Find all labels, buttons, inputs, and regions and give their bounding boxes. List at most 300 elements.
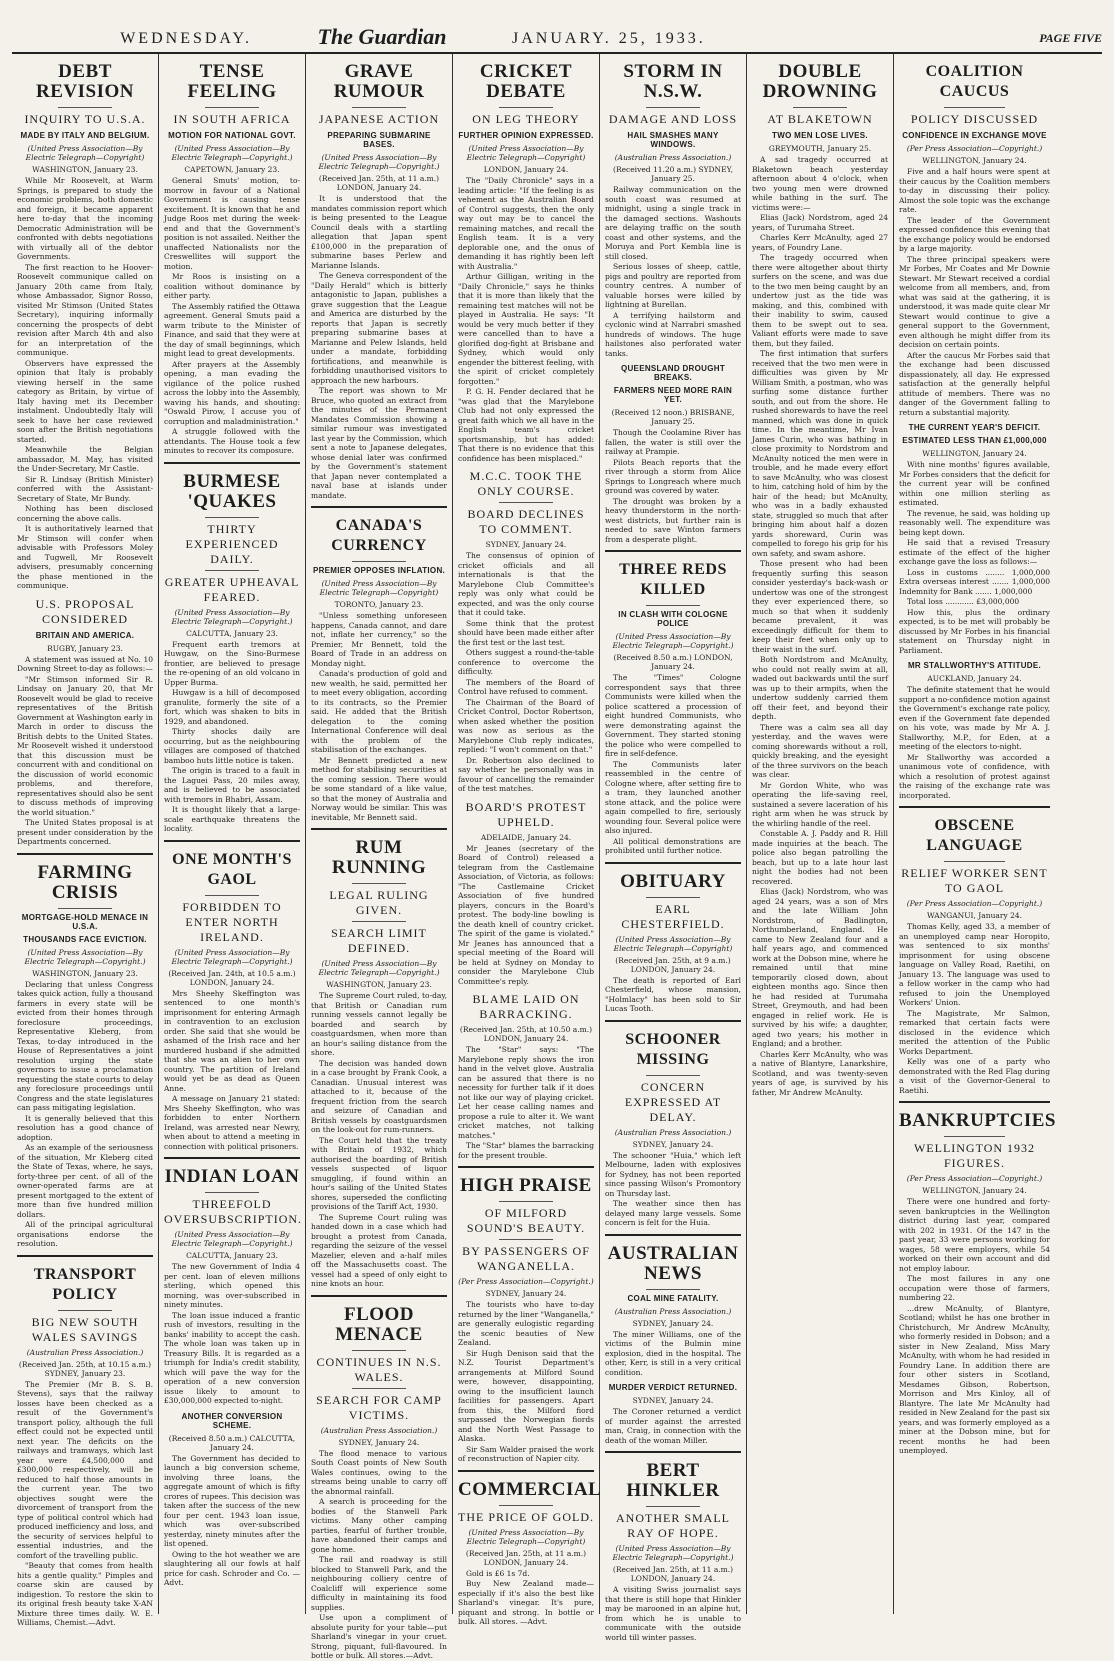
- headline-rule: [499, 1505, 553, 1506]
- article-deck: MOTION FOR NATIONAL GOVT.: [168, 131, 296, 140]
- article-subhead: BIG NEW SOUTH WALES SAVINGS: [31, 1314, 139, 1344]
- article-paragraph: The "Star" says: "The Marylebone reply shows the iron hand in the velvet glove. Australia can be assured that there is no necessity for further talk if it does not like our way of playing cricket. Let her cease calling names and propose a rule to alter it. We want cricket matches, not talking matches.": [458, 1045, 594, 1140]
- article-paragraph: The death is reported of Earl Chesterfield, whose mansion, "Holmlacy" has been sold to Sir Lucas Tooth.: [605, 975, 741, 1013]
- article: [899, 806, 1050, 1095]
- article-paragraph: Meanwhile the Belgian ambassador, M. May, has visited the Under-Secretary, Mr Castle.: [17, 445, 153, 473]
- headline-rule: [646, 605, 700, 606]
- article-paragraph: Five and a half hours were spent at their caucus by the Coalition members to-day in discussing their policy. Almost the sole topic was the exchange rate.: [899, 167, 1050, 214]
- article-paragraph: The Magistrate, Mr Salmon, remarked that certain facts were disclosed in the evidence which merited the attention of the Public Works Department.: [899, 1008, 1050, 1056]
- article-dateline: (Received Jan. 24th, at 10.5 a.m.) LONDON, January 24.: [168, 968, 296, 987]
- headline-rule: [944, 1136, 1004, 1137]
- headline-rule: [646, 897, 700, 898]
- article-paragraph: The first intimation that surfers received that the two men were in difficulties was given by Mr William Smith, a postman, who was surfing some distance further south, and out from the shore. He rushed shorewards to have the reel manned, which was done in quick time. In the meantime, Mr Ivan James Curin, who was bathing in close proximity to Nordstrom and McAnulty noticed the men were in trouble, and he made every effort to save McAnulty, who was closest to him, catching hold of him by the hair of the head; but McAnulty, who was in a badly exhausted state, struggled so much that after bringing him about half a dozen yards shoreward, Curin was compelled to forego his grip for his own safety, and swam ashore.: [752, 349, 888, 558]
- article-paragraph: The Premier (Mr B. S. B. Stevens), says that the railway losses have been checked as a result of the Government's transport policy, although the full effect could not be expected until next year. The deficits on the railways and tramways, which last year were £4,500,000 and £300,000 respectively, will be reduced to half those amounts in the current year. The two objectives sought were the divorcement of transport from the type of political control which had produced inefficiency and loss, and the security of services helpful to essential industries, and the comfort of the travelling public.: [17, 1379, 153, 1560]
- article-dateline: (Received Jan. 25th, at 11 a.m.) LONDON, January 24.: [318, 174, 440, 192]
- article-dateline: CALCUTTA, January 23.: [186, 1251, 278, 1260]
- article-subhead: BOARD'S PROTEST UPHELD.: [465, 799, 587, 829]
- article-paragraph: All of the principal agricultural organisations endorse the resolution.: [17, 1220, 153, 1248]
- article-paragraph: It is generally believed that this resolution has a good chance of adoption.: [17, 1113, 153, 1142]
- article-paragraph: Arthur Gilligan, writing in the "Daily Chronicle," says he thinks that it is more than likely that the remaining test matches will not be played in Australia. He says: "It would be very much better if they were cancelled than to have a glorified dog-fight at Brisbane and Sydney, which would only engender the bitterest feeling, with the spirit of cricket completely forgotten.": [458, 272, 594, 386]
- wire-credit: (United Press Association—By Electric Telegraph—Copyright.): [612, 632, 734, 650]
- section-divider: [311, 828, 447, 830]
- wire-credit: (Australian Press Association.): [614, 1127, 732, 1137]
- article-paragraph: The weather since then has delayed many large vessels. Some concern is felt for the Huia.: [605, 1199, 741, 1227]
- article-paragraph: The first reaction to he Hoover-Roosevelt communique called on January 20th came from Italy, whose Ambassador, Signor Rosso, visited Mr Stimson (United States Secretary), inquiring informally concerning the prospects of debt revision after March 4th and also for an interpretation of the communique.: [17, 262, 153, 357]
- article: [458, 469, 594, 794]
- article-paragraph: The consensus of opinion of cricket officials and all internationals is that the Marylebone Club Committee's reply was only what could be expected, and was the only course that it could take.: [458, 551, 594, 617]
- section-divider: [605, 1234, 741, 1236]
- article-paragraph: Kelly was one of a party who demonstrated with the Red Flag during a visit of the Governor-General to Raetihi.: [899, 1057, 1050, 1095]
- article-paragraph: "Mr Stimson informed Sir R. Lindsay on January 20, that Mr Roosevelt would be glad to receive representatives of the British Government at Washington early in March in order to discuss the British debts to the United States. Mr Roosevelt wished it understood that this discussion must be concurrent with and conditional on the discussion of world economic problems, and therefore, representatives should also be sent to discuss methods of improving the world situation.": [17, 674, 153, 817]
- article-paragraph: While Mr Roosevelt, at Warm Springs, is prepared to study the economic problems, both domestic and foreign, it became apparent here to-day that the incoming Democratic Administration will be confronted with debts negotiations with virtually all of the debtor Governments.: [17, 176, 153, 261]
- article-paragraph: The schooner "Huia," which left Melbourne, laden with explosives for Sydney, has not been reported since passing Wilson's Promontory on Thursday last.: [605, 1150, 741, 1198]
- article-dateline: ADELAIDE, January 24.: [480, 832, 572, 842]
- article-deck: BRITAIN AND AMERICA.: [35, 630, 135, 640]
- article-headline: BANKRUPTCIES: [899, 1110, 1056, 1131]
- article: [458, 62, 594, 463]
- article-paragraph: A message on January 21 stated: Mrs Sheehy Skeffington, who was forbidden to enter Northern Ireland, was arrested near Newry, when about to attend a meeting in connection with political prisoners.: [164, 1094, 300, 1151]
- wire-credit: (United Press Association—By Electric Telegraph—Copyright.): [171, 947, 293, 966]
- article: [164, 62, 300, 456]
- article-dateline: WELLINGTON, January 24.: [922, 449, 1027, 458]
- wire-credit: (United Press Association—By Electric Telegraph—Copyright.): [318, 153, 440, 171]
- article-deck: QUEENSLAND DROUGHT BREAKS.: [620, 364, 726, 382]
- article: [605, 550, 741, 856]
- article-headline: OBSCENE LANGUAGE: [926, 817, 1023, 854]
- article-paragraph: The Supreme Court ruling was handed down in a case which had brought a protest from Canada, regarding the seizure of the vessel Mazelier, eleven and a-half miles off the Massachusetts coast. The vessel had a speed of only eight to nine knots an hour.: [311, 1212, 447, 1288]
- article-subhead: POLICY DISCUSSED: [910, 112, 1039, 126]
- article-paragraph: The miner Williams, one of the victims of the Bulmin mine explosion, died in the hospital. The other, Kerr, is still in a very critical condition.: [605, 1329, 741, 1377]
- article: [311, 1295, 447, 1661]
- article-paragraph: The tragedy occurred when there were altogether about thirty surfers on the scene, and was due to the two men being caught by an undertow just as the tide was making, and this, combined with their inability to swim, caused them to be swept out to sea. Valiant efforts were made to save them, but they failed.: [752, 253, 888, 348]
- article: [164, 1157, 303, 1406]
- article-subhead: IN SOUTH AFRICA: [173, 112, 291, 126]
- headline-rule: [646, 107, 700, 108]
- article-paragraph: The Chairman of the Board of Cricket Control, Doctor Robertson, when asked whether the position was now as serious as the Marylebone Club reply indicates, replied: "I won't comment on that.": [458, 697, 594, 754]
- headline-rule: [352, 561, 406, 562]
- article-dateline: (Received 12 noon.) BRISBANE, January 25.: [611, 408, 735, 426]
- article-paragraph: The revenue, he said, was holding up reasonably well. The expenditure was being kept down.: [899, 508, 1050, 537]
- wire-credit: (Australian Press Association.): [320, 1425, 438, 1435]
- article-dateline: (Received Jan. 25th, at 10.50 a.m.) LONDON, January 24.: [459, 1025, 593, 1043]
- article: [164, 840, 300, 1152]
- article-paragraph: The "Daily Chronicle" says in a leading article: "If the feeling is as vehement as the Australian Board of Control suggests, then the only way out may be to cancel the remaining matches, and recall the English team. It is a very deplorable one, and the onus of demanding it has rightly been left with Australia.": [458, 176, 594, 271]
- article-dateline: (Received 8.50 a.m.) LONDON, January 24.: [613, 653, 733, 671]
- headline-rule: [205, 1192, 259, 1193]
- subhead-rule: [499, 502, 553, 503]
- article-subhead: THREEFOLD OVERSUBSCRIPTION.: [164, 1197, 303, 1226]
- column-4: [453, 54, 602, 1626]
- article: [605, 1383, 741, 1445]
- headline-rule: [58, 1310, 112, 1311]
- article-paragraph: Declaring that unless Congress takes quick action, fully a thousand farmers in every state will be evicted from their homes through foreclosure proceedings, Representative Kleberg, from Texas, to-day introduced in the House of Representatives a joint resolution urging the state governors to issue a proclamation requesting the state courts to delay any foreclosure proceedings until Congress and the state legislatures can pass mitigating legislation.: [17, 979, 153, 1112]
- wire-credit: (United Press Association—By Electric Telegraph—Copyright.): [612, 1544, 734, 1562]
- headline-rule: [205, 107, 259, 108]
- masthead: [12, 6, 1102, 54]
- section-divider: [458, 1470, 594, 1472]
- article-paragraph: Both Nordstrom and McAnulty, who could not really swim at all, waded out backwards until the surf was up to their armpits, when the undertow suddenly carried them off their feet, and beyond their depth.: [752, 655, 888, 721]
- subhead-rule: [205, 570, 259, 571]
- section-divider: [17, 853, 153, 855]
- article: [899, 423, 1050, 655]
- article-deck: MURDER VERDICT RETURNED.: [608, 1383, 738, 1392]
- wire-credit: (United Press Association—By Electric Telegraph—Copyright.): [24, 947, 146, 966]
- article-dateline: (Received 11.20 a.m.) SYDNEY, January 25.: [613, 165, 733, 183]
- headline-rule: [499, 1201, 553, 1202]
- headline-rule: [352, 1350, 406, 1351]
- article: [458, 800, 594, 987]
- masthead-title: The Guardian: [317, 24, 447, 49]
- article: [605, 364, 741, 544]
- article-paragraph: The drought was broken by a heavy thunderstorm in the north-west districts, but further rain is needed to save Winton farmers from a desperate plight.: [605, 496, 741, 544]
- article: [458, 992, 594, 1160]
- article-subhead: OF MILFORD SOUND'S BEAUTY.: [466, 1206, 586, 1235]
- article-subhead-secondary: SEARCH LIMIT DEFINED.: [331, 926, 427, 955]
- column-2: [159, 54, 306, 1614]
- article-subhead-secondary: GREATER UPHEAVAL FEARED.: [164, 574, 300, 604]
- article: [311, 828, 447, 1289]
- article-paragraph: Gold is £6 1s 7d.: [466, 1568, 530, 1578]
- article-subhead: THE PRICE OF GOLD.: [458, 1509, 595, 1524]
- article-paragraph: Thirty shocks daily are occurring, but as the neighbouring villages are composed of thatched bamboo huts little notice is taken.: [164, 727, 300, 765]
- article-paragraph: The members of the Board of Control have refused to comment.: [458, 677, 594, 696]
- article-paragraph: There was a calm sea all day yesterday, and the waves were coming shorewards without a roll, quickly breaking, and the eyesight of the three survivors on the beach was clear.: [752, 722, 888, 779]
- article: [311, 506, 447, 822]
- article-subhead-secondary: BY PASSENGERS OF WANGANELLA.: [462, 1244, 590, 1273]
- article-dateline: TORONTO, January 23.: [334, 600, 424, 609]
- article-headline: CANADA'S CURRENCY: [331, 517, 427, 554]
- article-headline: COMMERCIAL: [458, 1478, 602, 1500]
- article-deck: PREPARING SUBMARINE BASES.: [327, 131, 431, 149]
- article-paragraph: A sad tragedy occurred at Blaketown beach yesterday afternoon about 4 o'clock, when two young men were drowned while bathing in the surf. The victims were:—: [752, 155, 888, 212]
- article-dateline: (Received Jan. 25th, at 9 a.m.) LONDON, January 24.: [615, 955, 731, 974]
- article-paragraph: All political demonstrations are prohibited until further notice.: [605, 836, 741, 855]
- article-paragraph: There were one hundred and forty-seven bankruptcies in the Wellington district during last year, compared with 202 in 1931. Of the 147 in the past year, 33 were persons working for wages, 58 were employers, while 54 worked on their own account and did not employ labour.: [899, 1197, 1050, 1273]
- article-subhead: ANOTHER SMALL RAY OF HOPE.: [616, 1511, 730, 1540]
- article-headline: ONE MONTH'S GAOL: [172, 850, 292, 888]
- article-dateline: WELLINGTON, January 24.: [922, 156, 1027, 165]
- article-subhead: WELLINGTON 1932 FIGURES.: [913, 1141, 1036, 1170]
- article-paragraph: Nothing has been disclosed concerning the above calls.: [17, 504, 153, 523]
- article-dateline: WELLINGTON, January 24.: [922, 1186, 1027, 1195]
- section-divider: [605, 862, 741, 864]
- article-subhead: THIRTY EXPERIENCED DAILY.: [185, 521, 279, 566]
- article-paragraph: The Supreme Court ruled, to-day, that British or Canadian rum running vessels cannot legally be boarded and search by coastguardsmen, when more than an hour's sailing distance from the shore.: [311, 991, 447, 1057]
- article: [605, 1451, 741, 1642]
- section-divider: [458, 1166, 594, 1168]
- article-headline: BERT HINKLER: [626, 1460, 720, 1501]
- article-paragraph: Pilots Beach reports that the river through a storm from Alice Springs to Longreach where much ground was covered by water.: [605, 457, 741, 495]
- column-7: [894, 54, 1055, 1614]
- article-paragraph: Total loss ............ £3,000,000: [907, 597, 1020, 606]
- article-paragraph: Use upon a compliment of absolute purity for your table—put Sharland's vinegar in your cruet. Strong, piquant, full-flavoured. In bottle or bulk. All stores.—Advt.: [311, 1613, 447, 1660]
- article-dateline: SYDNEY, January 24.: [338, 1437, 420, 1447]
- article-dateline: SYDNEY, January 24.: [632, 1396, 714, 1405]
- wire-credit: (Per Press Association—Copyright.): [906, 899, 1043, 908]
- article-deck: FURTHER OPINION EXPRESSED.: [458, 131, 594, 140]
- article-paragraph: Charles Kerr McAnulty, aged 27 years, of Foundry Lane.: [752, 233, 888, 252]
- article-paragraph: The loan issue induced a frantic rush of investors, resulting in the banks' inability to accept the cash. The whole loan was taken up in Treasury Bills. It is regarded as a triumph for India's credit stability, which will pave the way for the operation of a new conversion issue likely to amount to £30,000,000 expected to-night.: [164, 1310, 300, 1405]
- article-paragraph: As an example of the seriousness of the situation, Mr Kleberg cited the State of Texas, where, he says, forty-three per cent. of all of the owner-operated farms are at present mortgaged to the extent of more than five hundred million dollars.: [17, 1143, 153, 1219]
- article-paragraph: A statement was issued at No. 10 Downing Street to-day as follows:—: [17, 654, 153, 673]
- article: [17, 597, 153, 847]
- article-paragraph: Sir R. Lindsay (British Minister) conferred with the Assistant-Secretary of State, Mr Bundy.: [17, 474, 153, 503]
- headline-rule: [58, 107, 112, 108]
- section-divider: [311, 1295, 447, 1297]
- article-paragraph: Owing to the hot weather we are slaughtering all our fowls at half price for cash. Schroder and Co. —Advt.: [164, 1549, 300, 1587]
- section-divider: [605, 1020, 741, 1022]
- article-headline: INDIAN LOAN: [164, 1166, 300, 1187]
- article-paragraph: Mr Bennett predicted a new method for stabilising securities at the coming session. There would be some standard of a like value, so that the money of Australia and Norway would be similar. This was inevitable, Mr Bennett said.: [311, 755, 447, 822]
- article-paragraph: The tourists who have to-day returned by the liner "Wanganella," are generally eulogistic regarding the scenic beauties of New Zealand.: [458, 1300, 594, 1347]
- wire-credit: (United Press Association—By Electric Telegraph—Copyright): [25, 144, 145, 162]
- wire-credit: (Per Press Association—Copyright.): [458, 1277, 594, 1286]
- article: [605, 62, 741, 358]
- article: [899, 661, 1050, 800]
- section-divider: [605, 1451, 741, 1453]
- article-paragraph: "Beauty that comes from health hits a gentle quality." Pimples and coarse skin are caused by indigestion. To restore the skin to its original fresh beauty take X-AN Mixture three times daily. W. E. Williams, Chemist.—Advt.: [17, 1561, 153, 1627]
- article-paragraph: Buy New Zealand made—especially if it's also the best like Sharland's vinegar. It's pure, piquant and strong. In bottle or bulk. All stores. —Advt.: [458, 1579, 594, 1626]
- article-paragraph: Huwgaw is a hill of decomposed granulite, formerly the site of a fort, which was shaken to bits in 1929, and abandoned.: [164, 688, 300, 726]
- article-paragraph: The report was shown to Mr Bruce, who quoted an extract from the minutes of the Permanent Mandates Commission showing a similar rumour was investigated last year by the Commission, which sent a note to Japanese delegates, whose denial later was confirmed by the Government's statement that Japan never contemplated a naval base at islands under mandate.: [311, 386, 447, 500]
- article-headline: AUSTRALIAN NEWS: [607, 1242, 739, 1284]
- article-paragraph: The new Government of India 4 per cent. loan of eleven millions sterling, which opened this morning, was over-subscribed in ninety minutes.: [164, 1262, 300, 1309]
- article-dateline: (Received 8.50 a.m.) CALCUTTA, January 24.: [168, 1433, 296, 1452]
- wire-credit: (United Press Association—By Electric Telegraph—Copyright): [319, 579, 439, 597]
- section-divider: [164, 462, 300, 464]
- article-paragraph: The most failures in any one occupation were those of farmers, numbering 22.: [899, 1274, 1050, 1302]
- article-paragraph: The flood menace to various South Coast points of New South Wales continues, owing to the streams being unable to carry off the abnormal rainfall.: [311, 1448, 447, 1496]
- article-dateline: (Received Jan. 25th, at 10.15 a.m.) SYDNEY, January 23.: [18, 1359, 152, 1378]
- article: [17, 1255, 153, 1628]
- article-subhead: LEGAL RULING GIVEN.: [329, 888, 429, 917]
- article-subhead-secondary: SEARCH FOR CAMP VICTIMS.: [316, 1392, 442, 1422]
- article-deck: IN CLASH WITH COLOGNE POLICE: [618, 610, 728, 628]
- section-divider: [164, 1157, 300, 1159]
- article-paragraph: Dr. Robertson also declined to say whether he personally was in favour of cancelling the remainder of the test matches.: [458, 755, 594, 793]
- article-subhead: AT BLAKETOWN: [767, 112, 873, 126]
- article-paragraph: The Assembly ratified the Ottawa agreement. General Smuts paid a warm tribute to the Minister of Finance, and said that they were at the day of small beginnings, which might lead to great developments.: [164, 301, 300, 358]
- article-dateline: SYDNEY, January 24.: [632, 1139, 714, 1149]
- headline-rule: [499, 107, 553, 108]
- article-paragraph: It is thought likely that a large-scale earthquake threatens the locality.: [164, 805, 300, 833]
- article-paragraph: Railway communication on the south coast was resumed at midnight, using a single track in the damaged sections. Washouts are delaying traffic on the south coast and other systems, and the Moruya and Port Kembla line is still closed.: [605, 185, 741, 261]
- wire-credit: (Australian Press Association.): [614, 153, 732, 162]
- masthead-date: JANUARY. 25, 1933.: [512, 30, 706, 47]
- headline-rule: [205, 895, 259, 896]
- article-subhead: RELIEF WORKER SENT TO GAOL: [901, 866, 1048, 895]
- article-paragraph: The decision was handed down in a case brought by Frank Cook, a Canadian. Unusual interest was attached to it, because of the frequent friction from the search and seizure of Canadian and British vessels by coastguardsmen on the look-out for rum-runners.: [311, 1058, 447, 1134]
- article-paragraph: The Communists later reassembled in the centre of Cologne where, after setting fire to a tram, they launched another stone attack, and the police were again compelled to fire, seriously wounding four. Several police were also injured.: [605, 759, 741, 835]
- article-paragraph: The Government has decided to launch a big conversion scheme, involving three loans, the aggregate amount of which is fifty crores of rupees. This decision was taken after the success of the new four per cent. 1943 loan issue, which was over-subscribed yesterday, ninety minutes after the list opened.: [164, 1453, 300, 1548]
- subhead-rule: [352, 1388, 406, 1389]
- article: [899, 62, 1050, 417]
- article: [17, 853, 153, 1249]
- column-6: [747, 54, 894, 1614]
- article-dateline: WASHINGTON, January 23.: [326, 980, 432, 989]
- subhead-rule: [352, 921, 406, 922]
- article-headline: TRANSPORT POLICY: [33, 1265, 137, 1303]
- article-headline: FLOOD MENACE: [335, 1303, 423, 1345]
- article-paragraph: Serious losses of sheep, cattle, pigs and poultry are reported from country centres. A number of valuable horses were killed by lightning at Burellan.: [605, 262, 741, 309]
- headline-rule: [646, 1289, 700, 1290]
- wire-credit: (United Press Association—By Electric Telegraph—Copyright.): [171, 607, 293, 626]
- article: [17, 62, 153, 591]
- masthead-page-number: PAGE FIVE: [1039, 31, 1102, 45]
- article-paragraph: After prayers at the Assembly opening, a man evading the vigilance of the police rushed across the lobby into the Assembly, waving his hands, and shouting: "Oswald Pirow, I accuse you of corruption and maladministration.": [164, 359, 300, 426]
- article-headline: BURMESE 'QUAKES: [183, 470, 281, 512]
- article-paragraph: The United States proposal is at present under consideration by the Departments concerned.: [17, 818, 153, 846]
- article-dateline: LONDON, January 24.: [483, 165, 569, 174]
- article-deck: ANOTHER CONVERSION SCHEME.: [181, 1411, 283, 1430]
- article-headline: STORM IN N.S.W.: [623, 61, 723, 102]
- article: [752, 62, 888, 1097]
- article-paragraph: Charles Kerr McAnulty, who was a native of Blantyre, Lanarkshire, Scotland, and was twenty-seven years of age, is survived by his father, Mr Andrew McAnulty.: [752, 1049, 888, 1097]
- article-dateline: SYDNEY, January 24.: [485, 540, 567, 549]
- article: [164, 1412, 300, 1588]
- article-paragraph: The "Star" blames the barracking for the present trouble.: [458, 1141, 594, 1160]
- article-paragraph: Constable A. J. Paddy and R. Hill made inquiries at the beach. The police also began patrolling the beach, but up to a late hour last night the bodies had not been recovered.: [752, 829, 888, 886]
- article-paragraph: A search is proceeding for the bodies of the Stanwell Park victims. Many other camping parties, fearful of further trouble, have abandoned their camps and gone home.: [311, 1497, 447, 1554]
- article-paragraph: The "Times" Cologne correspondent says that three Communists were killed when the police scattered a procession of eight hundred Communists, who were demonstrating against the Government. They started stoning the police who were compelled to fire in self-defence.: [605, 673, 741, 758]
- article-paragraph: The Geneva correspondent of the "Daily Herald" which is bitterly antagonistic to Japan, publishes a grave suggestion that the League and America are disturbed by the reports that Japan is secretly preparing submarine bases at Marianne and Pelew Islands, held under a mandate, forbidding fortifications, and meanwhile is forbidding unauthorised visitors to approach the new harbours.: [311, 271, 447, 385]
- article-subhead: M.C.C. TOOK THE ONLY COURSE.: [469, 469, 583, 498]
- article-paragraph: Observers have expressed the opinion that Italy is probably viewing herself in the same category as Britain, by virtue of Italy having met its December instalment. Undoubtedly Italy will seek to have her case reviewed soon after the British negotiations started.: [17, 358, 153, 444]
- article-subhead: CONCERN EXPRESSED AT DELAY.: [624, 1079, 722, 1124]
- wire-credit: (Australian Press Association.): [614, 1306, 732, 1316]
- article-headline: RUM RUNNING: [331, 837, 427, 878]
- wire-credit: (United Press Association—By Electric Telegraph—Copyright): [466, 144, 586, 162]
- article-headline: THREE REDS KILLED: [619, 561, 727, 598]
- article-paragraph: The leader of the Government expressed confidence this evening that the exchange policy would be endorsed by a large majority.: [899, 215, 1050, 253]
- article-dateline: SYDNEY, January 24.: [485, 1289, 567, 1298]
- headline-rule: [205, 517, 259, 518]
- article-dateline: CALCUTTA, January 23.: [186, 628, 278, 638]
- article-headline: DOUBLE DROWNING: [762, 61, 878, 102]
- wire-credit: (United Press Association—By Electric Telegraph—Copyright): [466, 1527, 586, 1546]
- section-divider: [311, 506, 447, 508]
- article-paragraph: Canada's production of gold and new wealth, he said, permitted her to meet every obligation, according to its contracts, so the Premier said. He added that the British delegation to the coming International Conference will deal with the problem of the stabilisation of the exchanges.: [311, 669, 447, 754]
- section-divider: [164, 840, 300, 842]
- article: [605, 1020, 741, 1228]
- article-paragraph: Those present who had been frequently surfing this season consider yesterday's back-wash or undertow was one of the strongest they ever experienced there, so much so that when it suddenly became prevalent, it was exceedingly difficult for them to keep their feet when only up to their waist in the surf.: [752, 559, 888, 654]
- article-headline: SCHOONER MISSING: [625, 1030, 721, 1068]
- article-paragraph: Others suggest a round-the-table conference to overcome the difficulty.: [458, 648, 594, 676]
- article-subhead: DAMAGE AND LOSS: [608, 112, 738, 126]
- article-deck: CONFIDENCE IN EXCHANGE MOVE: [902, 131, 1047, 140]
- article-paragraph: Mr Gordon White, who was operating the life-saving reel, sustained a severe laceration of his right arm when he was struck by the whirling handle of the reel.: [752, 780, 888, 828]
- article-subhead: CONTINUES IN N.S. WALES.: [316, 1354, 442, 1384]
- article-paragraph: "Unless something unforeseen happens, Canada cannot, and dare not, inflate her currency," so the Premier, Mr Bennett, told the Board of Trade in an address on Monday night.: [311, 611, 447, 668]
- article-paragraph: A visiting Swiss journalist says that there is still hope that Hinkler may be marooned in an alpine hut, from which he is unable to communicate with the outside world till winter passes.: [605, 1585, 741, 1642]
- article-paragraph: A terrifying hailstorm and cyclonic wind at Narrabri smashed hundreds of windows. The huge hailstones also perforated water tanks.: [605, 310, 741, 358]
- article-deck: MADE BY ITALY AND BELGIUM.: [20, 131, 150, 140]
- article-dateline: WANGANUI, January 24.: [926, 911, 1023, 920]
- article-deck: MORTGAGE-HOLD MENACE IN U.S.A.: [21, 912, 149, 931]
- article-subhead: U.S. PROPOSAL CONSIDERED: [35, 596, 135, 626]
- article-dateline: (Received Jan. 25th, at 11 a.m.) LONDON, January 24.: [612, 1565, 734, 1583]
- article-paragraph: Elias (Jack) Nordstrom, aged 24 years, of Turumaha Street.: [752, 213, 888, 232]
- article-subhead: BLAME LAID ON BARRACKING.: [472, 992, 580, 1021]
- headline-rule: [58, 908, 112, 909]
- article-paragraph: The Court held that the treaty with Britain of 1932, which authorised the boarding of British vessels suspected of liquor smuggling, if found within an hour's sailing of the United States shores, superseded the conflicting provisions of the Tariff Act, 1930.: [311, 1135, 447, 1211]
- article-dateline: CAPETOWN, January 23.: [184, 165, 280, 174]
- article-paragraph: Mr Stallworthy was accorded a unanimous vote of confidence, with which a resolution of protest against the raising of the exchange rate was incorporated.: [899, 752, 1050, 800]
- article-dateline: WASHINGTON, January 23.: [32, 165, 138, 174]
- article-paragraph: General Smuts' motion, to-morrow in favour of a National Government is causing tense excitement. It is known that he and Judge Roos met during the week-end and that the Government's position is not assailed. Neither the unaffected Nationalists nor the Creswellites will support the motion.: [164, 176, 300, 271]
- article-headline: COALITION CAUCUS: [925, 63, 1024, 100]
- columns-container: [12, 54, 1102, 1660]
- article-dateline: RUGBY, January 23.: [47, 643, 123, 653]
- section-divider: [899, 1101, 1050, 1103]
- article-paragraph: Sir Hugh Denison said that the N.Z. Tourist Department's arrangements at Milford Sound were, however, disappointing, owing to the insufficient launch facilities for passengers. Apart from this, the Milford fiord surpassed the Norwegian fiords and the North West Passage to Alaska.: [458, 1348, 594, 1443]
- article: [164, 462, 300, 834]
- subhead-rule: [499, 1239, 553, 1240]
- wire-credit: (Australian Press Association.): [26, 1347, 144, 1357]
- article: [605, 1234, 741, 1378]
- article-headline: HIGH PRAISE: [460, 1175, 592, 1196]
- article-dateline: WASHINGTON, January 23.: [32, 968, 138, 978]
- article-headline: GRAVE RUMOUR: [333, 61, 425, 102]
- article-paragraph: Mr Roos is insisting on a coalition without dominance by either party.: [164, 272, 300, 300]
- article-paragraph: It is understood that the mandates commission report which is being presented to the League Council deals with a startling allegation that Japan spent £100,000 in the preparation of submarine bases Perlew and Marianne Islands.: [311, 194, 447, 270]
- article-deck-secondary: THOUSANDS FACE EVICTION.: [23, 934, 147, 944]
- article-paragraph: Mrs Sheehy Skeffington was sentenced to one month's imprisonment for entering Armagh in contravention to an exclusion order. She said that she would be ashamed of the Irish race and her murdered husband if she admitted that she was an alien to her own country. The partition of Ireland would yet be as dead as Queen Anne.: [164, 988, 300, 1093]
- article-paragraph: The rail and roadway is still blocked to Stanwell Park, and the neighbouring colliery centre of Coalcliff will experience some difficulty in maintaining its food supplies.: [311, 1555, 447, 1612]
- section-divider: [899, 806, 1050, 808]
- headline-rule: [944, 861, 1004, 862]
- article-headline: TENSE FEELING: [187, 61, 277, 102]
- column-1: [12, 54, 159, 1627]
- headline-rule: [352, 883, 406, 884]
- article-paragraph: Elias (Jack) Nordstrom, who was aged 24 years, was a son of Mrs and the late William John Nordstrom, of Badlington, Northumberland, England. He came to New Zealand four and a half years ago, and commenced work at the Dobson mine, where he remained until that mine temporarily closed down, about eighteen months ago. Since then he had resided at Turumaha Street, Greymouth, and had been engaged in relief work. He is survived by his wife; a daughter, aged two years; his mother in England; and a brother.: [752, 887, 888, 1048]
- article-paragraph: Frequent earth tremors at Huwgaw, on the Sino-Burmese frontier, are believed to presage the re-opening of an old volcano in Upper Burma.: [164, 639, 300, 687]
- article-paragraph: The definite statement that he would support a no-confidence motion against the Government's exchange rate policy, even if the Government fate depended on his vote, was made by Mr A. J. Stallworthy, M.P., for Eden, at a meeting of the electors to-night.: [899, 685, 1050, 751]
- wire-credit: (United Press Association—By Electric Telegraph—Copyright.): [171, 144, 293, 162]
- article-paragraph: The Coroner returned a verdict of murder against the arrested man, Craig, in connection with the death of the woman Miller.: [605, 1407, 741, 1445]
- article-paragraph: Sir Sam Walder praised the work of reconstruction of Napier city.: [458, 1444, 594, 1463]
- article-deck-secondary: FARMERS NEED MORE RAIN YET.: [613, 386, 733, 404]
- wire-credit: (United Press Association—By Electric Telegraph—Copyright.): [318, 959, 440, 977]
- newspaper-page: [12, 6, 1102, 1660]
- article-subhead-secondary: BOARD DECLINES TO COMMENT.: [467, 507, 585, 536]
- wire-credit: (Per Press Association—Copyright.): [906, 144, 1043, 153]
- column-5: [600, 54, 747, 1642]
- article-paragraph: How this, plus the ordinary expected, is to be met will probably be discussed by Mr Forbes in his financial statement on Thursday night in Parliament.: [899, 607, 1050, 655]
- article-paragraph: The three principal speakers were Mr Forbes, Mr Coates and Mr Downie Stewart. Mr Stewart received a cordial welcome from all members, and, from what was said at the gathering, it is understood, it was made quite clear Mr Stewart would continue to give a general support to the Government, even although he might differ from its decision on certain points.: [899, 254, 1050, 349]
- masthead-day: WEDNESDAY.: [120, 30, 252, 47]
- article-paragraph: With nine months' figures available, Mr Forbes considers that the deficit for the current year will be confined within one million sterling as estimated.: [899, 460, 1050, 507]
- article-deck: PREMIER OPPOSES INFLATION.: [312, 566, 446, 575]
- article-paragraph: Thomas Kelly, aged 33, a member of an unemployed camp near Horopito, was sentenced to six months' imprisonment for using obscene language on Valley Road, Raetihi, on January 13. The language was used to a fellow worker in the camp who had refused to join the Unemployed Workers' Union.: [899, 922, 1050, 1007]
- article-paragraph: Though the Coolamine River has fallen, the water is still over the railway at Prampie.: [605, 428, 741, 456]
- article: [458, 1470, 602, 1627]
- section-divider: [17, 1255, 153, 1257]
- article-headline: OBITUARY: [620, 870, 726, 892]
- article-paragraph: After the caucus Mr Forbes said that the exchange had been discussed dispassionately, all day. He expressed satisfaction at the generally helpful attitude of members. There was no danger of the Government falling to return a substantial majority.: [899, 350, 1050, 417]
- article: [605, 862, 741, 1014]
- article-dateline: AUCKLAND, January 24.: [927, 674, 1022, 683]
- article-subhead: ON LEG THEORY: [472, 112, 580, 126]
- article-deck: COAL MINE FATALITY.: [627, 1293, 719, 1303]
- article-paragraph: Some think that the protest should have been made either after the first test or the last test.: [458, 618, 594, 647]
- article-paragraph: A struggle followed with the attendants. The House took a few minutes to recover its composure.: [164, 427, 300, 455]
- headline-rule: [793, 107, 847, 108]
- article-deck: MR STALLWORTHY'S ATTITUDE.: [907, 661, 1042, 670]
- article-subhead: EARL CHESTERFIELD.: [621, 901, 725, 931]
- wire-credit: (Per Press Association—Copyright.): [906, 1174, 1043, 1183]
- article-headline: CRICKET DEBATE: [479, 61, 573, 102]
